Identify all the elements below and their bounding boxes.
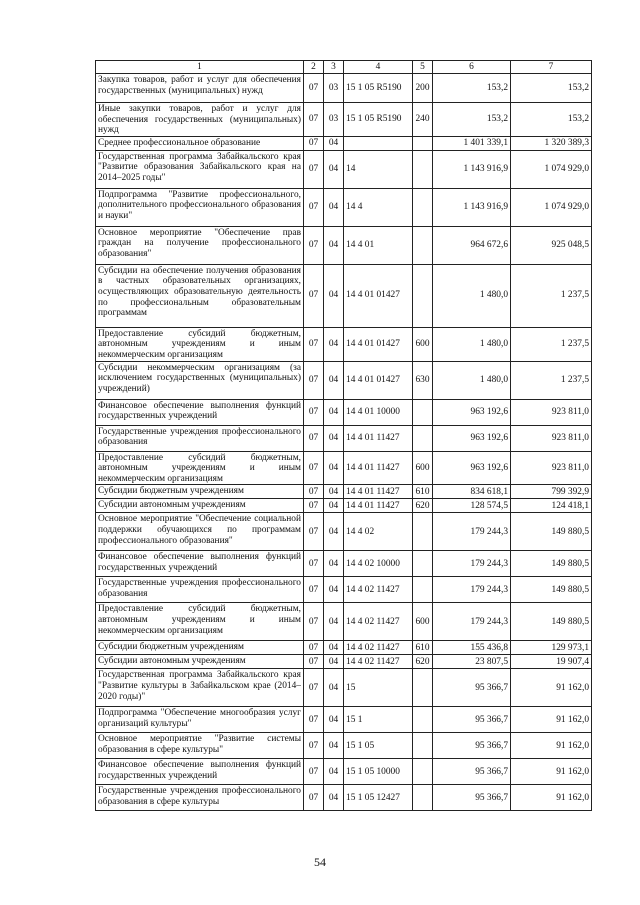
row-description: Предоставление субсидий бюджетным, автономным учреждениям и иным некоммерческим организациям: [96, 327, 304, 361]
table-row: [96, 577, 592, 603]
row-amount-col6: 128 574,5: [433, 499, 511, 513]
row-expense-type: [413, 551, 433, 577]
row-section-code: 07: [304, 759, 324, 785]
row-section-code: 07: [304, 655, 324, 669]
row-amount-col7: 925 048,5: [511, 226, 592, 264]
row-expense-type: 600: [413, 327, 433, 361]
row-amount-col7: 153,2: [511, 74, 592, 103]
row-target-article: 15 1 05 12427: [344, 785, 413, 811]
row-target-article: 14 4 01 11427: [344, 425, 413, 451]
row-description: Основное мероприятие "Обеспечение социальной поддержки обучающихся по программам профессионального образования": [96, 513, 304, 551]
row-amount-col6: 964 672,6: [433, 226, 511, 264]
row-amount-col7: 91 162,0: [511, 785, 592, 811]
row-amount-col7: 91 162,0: [511, 733, 592, 759]
row-expense-type: [413, 264, 433, 327]
table-row: [96, 226, 592, 264]
row-section-code: 07: [304, 74, 324, 103]
table-row: [96, 759, 592, 785]
row-amount-col6: 153,2: [433, 74, 511, 103]
row-section-code: 07: [304, 499, 324, 513]
row-amount-col6: 179 244,3: [433, 551, 511, 577]
row-expense-type: 630: [413, 361, 433, 399]
row-target-article: 15 1 05 R5190: [344, 103, 413, 137]
table-row: [96, 425, 592, 451]
row-amount-col7: 91 162,0: [511, 669, 592, 707]
table-row: [96, 551, 592, 577]
row-subsection-code: 04: [324, 150, 344, 188]
row-subsection-code: 04: [324, 577, 344, 603]
table-row: [96, 264, 592, 327]
table-row: [96, 655, 592, 669]
row-description: Финансовое обеспечение выполнения функций государственных учреждений: [96, 551, 304, 577]
row-target-article: 14 4 01: [344, 226, 413, 264]
row-description: Государственные учреждения профессионального образования в сфере культуры: [96, 785, 304, 811]
row-expense-type: [413, 150, 433, 188]
row-section-code: 07: [304, 669, 324, 707]
row-section-code: 07: [304, 226, 324, 264]
table-row: [96, 103, 592, 137]
row-expense-type: [413, 577, 433, 603]
row-description: Предоставление субсидий бюджетным, автономным учреждениям и иным некоммерческим организациям: [96, 451, 304, 485]
row-amount-col7: 91 162,0: [511, 707, 592, 733]
row-description: Субсидии автономным учреждениям: [96, 655, 304, 669]
row-expense-type: 620: [413, 655, 433, 669]
page-number: 54: [314, 855, 326, 869]
row-amount-col6: 179 244,3: [433, 603, 511, 641]
row-section-code: 07: [304, 361, 324, 399]
row-expense-type: 200: [413, 74, 433, 103]
row-amount-col6: 179 244,3: [433, 513, 511, 551]
row-target-article: 14 4 02 10000: [344, 551, 413, 577]
row-subsection-code: 04: [324, 188, 344, 226]
row-target-article: 15 1: [344, 707, 413, 733]
header-col-4: 4: [344, 61, 413, 74]
row-amount-col6: 1 143 916,9: [433, 150, 511, 188]
row-section-code: 07: [304, 603, 324, 641]
table-row: [96, 361, 592, 399]
row-subsection-code: 04: [324, 327, 344, 361]
row-target-article: 15 1 05 10000: [344, 759, 413, 785]
row-subsection-code: 04: [324, 425, 344, 451]
row-amount-col7: 153,2: [511, 103, 592, 137]
row-target-article: 14 4 02 11427: [344, 641, 413, 655]
row-subsection-code: 04: [324, 513, 344, 551]
row-amount-col7: 129 973,1: [511, 641, 592, 655]
row-section-code: 07: [304, 485, 324, 499]
row-subsection-code: 04: [324, 669, 344, 707]
row-amount-col6: 95 366,7: [433, 669, 511, 707]
row-section-code: 07: [304, 136, 324, 150]
table-row: [96, 74, 592, 103]
row-amount-col6: 834 618,1: [433, 485, 511, 499]
row-target-article: 14 4 01 10000: [344, 399, 413, 425]
row-amount-col7: 1 237,5: [511, 361, 592, 399]
row-amount-col7: 923 811,0: [511, 425, 592, 451]
row-subsection-code: 04: [324, 551, 344, 577]
row-target-article: 14 4 02 11427: [344, 577, 413, 603]
row-description: Субсидии бюджетным учреждениям: [96, 641, 304, 655]
row-amount-col7: 799 392,9: [511, 485, 592, 499]
row-amount-col7: 149 880,5: [511, 577, 592, 603]
row-target-article: 14 4 01 11427: [344, 451, 413, 485]
header-col-3: 3: [324, 61, 344, 74]
row-description: Закупка товаров, работ и услуг для обеспечения государственных (муниципальных) нужд: [96, 74, 304, 103]
row-description: Государственная программа Забайкальского края "Развитие культуры в Забайкальском крае (2014–2020 годы)": [96, 669, 304, 707]
row-amount-col6: 179 244,3: [433, 577, 511, 603]
table-row: [96, 485, 592, 499]
row-section-code: 07: [304, 399, 324, 425]
row-amount-col6: 155 436,8: [433, 641, 511, 655]
table-body: [96, 74, 592, 811]
row-expense-type: [413, 136, 433, 150]
table-row: [96, 641, 592, 655]
row-subsection-code: 04: [324, 707, 344, 733]
row-description: Финансовое обеспечение выполнения функций государственных учреждений: [96, 399, 304, 425]
row-target-article: 14: [344, 150, 413, 188]
row-expense-type: [413, 733, 433, 759]
header-col-7: 7: [511, 61, 592, 74]
row-amount-col6: 1 480,0: [433, 361, 511, 399]
row-subsection-code: 04: [324, 655, 344, 669]
row-section-code: 07: [304, 733, 324, 759]
row-amount-col6: 1 143 916,9: [433, 188, 511, 226]
row-amount-col6: 1 480,0: [433, 264, 511, 327]
row-section-code: 07: [304, 425, 324, 451]
row-amount-col6: 95 366,7: [433, 733, 511, 759]
row-section-code: 07: [304, 150, 324, 188]
row-subsection-code: 04: [324, 499, 344, 513]
row-description: Финансовое обеспечение выполнения функций государственных учреждений: [96, 759, 304, 785]
row-amount-col7: 149 880,5: [511, 551, 592, 577]
table-row: [96, 733, 592, 759]
row-amount-col6: 963 192,6: [433, 451, 511, 485]
budget-table: [95, 60, 592, 811]
row-description: Среднее профессиональное образование: [96, 136, 304, 150]
row-subsection-code: 04: [324, 485, 344, 499]
row-amount-col6: 1 401 339,1: [433, 136, 511, 150]
table-row: [96, 150, 592, 188]
table-row: [96, 327, 592, 361]
row-amount-col7: 149 880,5: [511, 513, 592, 551]
row-subsection-code: 04: [324, 451, 344, 485]
header-col-1: 1: [96, 61, 304, 74]
row-description: Иные закупки товаров, работ и услуг для обеспечения государственных (муниципальных) нужд: [96, 103, 304, 137]
row-section-code: 07: [304, 551, 324, 577]
row-expense-type: 620: [413, 499, 433, 513]
row-description: Основное мероприятие "Развитие системы образования в сфере культуры": [96, 733, 304, 759]
row-subsection-code: 04: [324, 603, 344, 641]
row-amount-col7: 1 237,5: [511, 327, 592, 361]
row-target-article: 15: [344, 669, 413, 707]
row-target-article: 14 4 01 01427: [344, 327, 413, 361]
row-description: Государственные учреждения профессионального образования: [96, 577, 304, 603]
row-target-article: 14 4 02 11427: [344, 655, 413, 669]
row-section-code: 07: [304, 577, 324, 603]
row-expense-type: [413, 425, 433, 451]
header-col-5: 5: [413, 61, 433, 74]
row-description: Подпрограмма "Обеспечение многообразия услуг организаций культуры": [96, 707, 304, 733]
row-subsection-code: 04: [324, 641, 344, 655]
row-section-code: 07: [304, 188, 324, 226]
row-subsection-code: 04: [324, 733, 344, 759]
row-amount-col6: 95 366,7: [433, 759, 511, 785]
row-subsection-code: 03: [324, 74, 344, 103]
row-amount-col6: 153,2: [433, 103, 511, 137]
row-amount-col7: 1 074 929,0: [511, 150, 592, 188]
row-description: Государственная программа Забайкальского края "Развитие образования Забайкальского края на 2014–2025 годы": [96, 150, 304, 188]
row-expense-type: [413, 188, 433, 226]
row-section-code: 07: [304, 264, 324, 327]
row-amount-col7: 1 074 929,0: [511, 188, 592, 226]
table-row: [96, 603, 592, 641]
table-row: [96, 188, 592, 226]
row-expense-type: [413, 226, 433, 264]
row-expense-type: [413, 759, 433, 785]
row-amount-col6: 963 192,6: [433, 399, 511, 425]
row-section-code: 07: [304, 785, 324, 811]
row-amount-col7: 91 162,0: [511, 759, 592, 785]
row-section-code: 07: [304, 707, 324, 733]
row-target-article: 14 4 01 11427: [344, 485, 413, 499]
row-target-article: 14 4 02 11427: [344, 603, 413, 641]
row-amount-col7: 149 880,5: [511, 603, 592, 641]
row-expense-type: 610: [413, 485, 433, 499]
row-expense-type: [413, 785, 433, 811]
row-target-article: 14 4 01 01427: [344, 361, 413, 399]
row-target-article: [344, 136, 413, 150]
row-amount-col6: 1 480,0: [433, 327, 511, 361]
row-subsection-code: 04: [324, 361, 344, 399]
row-amount-col7: 19 907,4: [511, 655, 592, 669]
table-row: [96, 451, 592, 485]
row-amount-col7: 124 418,1: [511, 499, 592, 513]
row-amount-col7: 1 320 389,3: [511, 136, 592, 150]
row-amount-col7: 1 237,5: [511, 264, 592, 327]
row-subsection-code: 04: [324, 136, 344, 150]
table-row: [96, 707, 592, 733]
table-row: [96, 785, 592, 811]
row-amount-col6: 95 366,7: [433, 707, 511, 733]
table-header-row: [96, 61, 592, 74]
row-subsection-code: 04: [324, 264, 344, 327]
row-subsection-code: 03: [324, 103, 344, 137]
row-expense-type: 610: [413, 641, 433, 655]
row-subsection-code: 04: [324, 226, 344, 264]
header-col-2: 2: [304, 61, 324, 74]
row-section-code: 07: [304, 451, 324, 485]
header-col-6: 6: [433, 61, 511, 74]
row-target-article: 14 4: [344, 188, 413, 226]
row-section-code: 07: [304, 103, 324, 137]
row-target-article: 14 4 01 01427: [344, 264, 413, 327]
row-target-article: 15 1 05: [344, 733, 413, 759]
row-expense-type: [413, 399, 433, 425]
row-section-code: 07: [304, 513, 324, 551]
row-expense-type: [413, 513, 433, 551]
budget-table-page: [95, 60, 591, 811]
row-expense-type: [413, 707, 433, 733]
row-description: Субсидии некоммерческим организациям (за исключением государственных (муниципальных) учреждений): [96, 361, 304, 399]
row-amount-col7: 923 811,0: [511, 451, 592, 485]
row-expense-type: [413, 669, 433, 707]
row-description: Государственные учреждения профессионального образования: [96, 425, 304, 451]
row-description: Субсидии на обеспечение получения образования в частных образовательных организациях, осуществляющих образовательную деятельность по профессиональным образовательным программам: [96, 264, 304, 327]
row-section-code: 07: [304, 327, 324, 361]
row-amount-col6: 963 192,6: [433, 425, 511, 451]
row-expense-type: 600: [413, 603, 433, 641]
row-target-article: 14 4 02: [344, 513, 413, 551]
row-amount-col6: 95 366,7: [433, 785, 511, 811]
table-row: [96, 136, 592, 150]
row-description: Субсидии автономным учреждениям: [96, 499, 304, 513]
table-row: [96, 499, 592, 513]
row-expense-type: 600: [413, 451, 433, 485]
row-section-code: 07: [304, 641, 324, 655]
row-subsection-code: 04: [324, 399, 344, 425]
row-amount-col7: 923 811,0: [511, 399, 592, 425]
row-description: Субсидии бюджетным учреждениям: [96, 485, 304, 499]
row-description: Предоставление субсидий бюджетным, автономным учреждениям и иным некоммерческим организациям: [96, 603, 304, 641]
row-subsection-code: 04: [324, 785, 344, 811]
table-row: [96, 669, 592, 707]
row-description: Подпрограмма "Развитие профессионального, дополнительного профессионального образования и науки": [96, 188, 304, 226]
row-description: Основное мероприятие "Обеспечение прав граждан на получение профессионального образования": [96, 226, 304, 264]
table-row: [96, 513, 592, 551]
row-target-article: 15 1 05 R5190: [344, 74, 413, 103]
row-amount-col6: 23 807,5: [433, 655, 511, 669]
row-subsection-code: 04: [324, 759, 344, 785]
table-row: [96, 399, 592, 425]
row-expense-type: 240: [413, 103, 433, 137]
row-target-article: 14 4 01 11427: [344, 499, 413, 513]
